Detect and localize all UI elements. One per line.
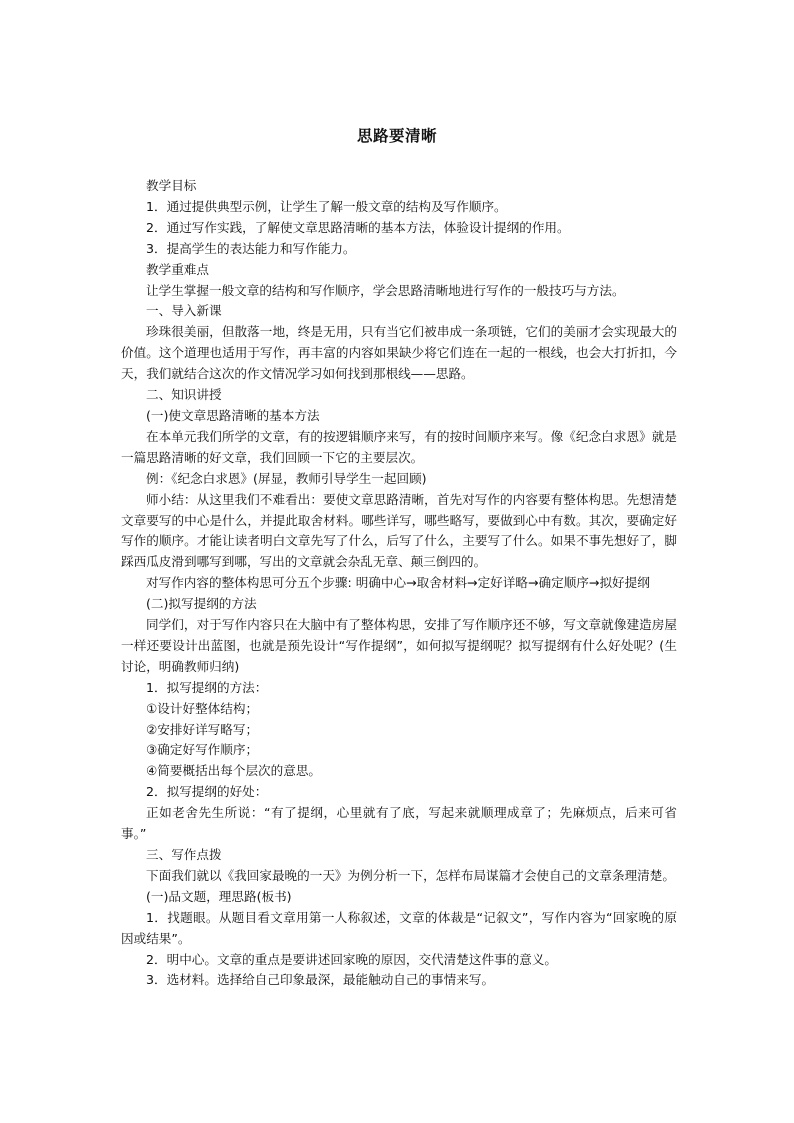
paragraph: 同学们，对于写作内容只在大脑中有了整体构思，安排了写作顺序还不够，写文章就像建造房屋一样还要设计出蓝图，也就是预先设计“写作提纲”，如何拟写提纲呢？拟写提纲有什么好处呢？(生讨论，明确教师归纳) [121,617,677,674]
list-item: ②安排好详写略写； [146,721,259,737]
objective-item: 2．通过写作实践，了解使文章思路清晰的基本方法，体验设计提纲的作用。 [146,219,570,235]
objective-item: 3．提高学生的表达能力和写作能力。 [146,240,356,256]
list-item: ④简要概括出每个层次的意思。 [146,763,322,779]
paragraph: 例：《纪念白求恩》(屏显，教师引导学生一起回顾) [146,470,427,486]
paragraph: 对写作内容的整体构思可分五个步骤: 明确中心→取舍材料→定好详略→确定顺序→拟好提纲 [146,575,650,591]
subsection-heading: (二)拟写提纲的方法 [146,596,257,612]
list-item: ③确定好写作顺序； [146,742,259,758]
list-heading: 2．拟写提纲的好处： [146,784,268,800]
paragraph: 在本单元我们所学的文章，有的按逻辑顺序来写，有的按时间顺序来写。像《纪念白求恩》就是一篇思路清晰的好文章，我们回顾一下它的主要层次。 [121,428,677,465]
paragraph: 师小结：从这里我们不难看出：要使文章思路清晰，首先对写作的内容要有整体构思。先想清楚文章要写的中心是什么，并提此取舍材料。哪些详写，哪些略写，要做到心中有数。其次，要确定好写作的顺序。才能让读者明白文章先写了什么，后写了什么，主要写了什么。如果不事先想好了，脚踩西瓜皮滑到哪写到哪，写出的文章就会杂乱无章、颠三倒四的。 [121,491,677,570]
objective-item: 1．通过提供典型示例，让学生了解一般文章的结构及写作顺序。 [146,198,507,214]
section-heading: 二、知识讲授 [146,387,222,403]
section-heading: 一、导入新课 [146,303,222,319]
paragraph: 2．明中心。文章的重点是要讲述回家晚的原因，交代清楚这件事的意义。 [146,951,558,967]
paragraph: 让学生掌握一般文章的结构和写作顺序，学会思路清晰地进行写作的一般技巧与方法。 [146,282,625,298]
paragraph: 下面我们就以《我回家最晚的一天》为例分析一下，怎样布局谋篇才会使自己的文章条理清楚。 [146,867,675,883]
subsection-heading: (一)品文题，理思路(板书) [146,888,292,904]
document-title: 思路要清晰 [356,127,437,145]
paragraph: 珍珠很美丽，但散落一地，终是无用，只有当它们被串成一条项链，它们的美丽才会实现最大的价值。这个道理也适用于写作，再丰富的内容如果缺少将它们连在一起的一根线，也会大打折扣，今天，我们就结合这次的作文情况学习如何找到那根线——思路。 [121,324,677,382]
list-item: ①设计好整体结构； [146,700,259,716]
section-heading: 三、写作点拨 [146,847,222,862]
section-heading-key-points: 教学重难点 [146,261,209,277]
section-heading-objectives: 教学目标 [146,178,197,193]
paragraph: 1．找题眼。从题目看文章用第一人称叙述，文章的体裁是“记叙文”，写作内容为“回家晚的原因或结果”。 [121,909,677,946]
list-heading: 1．拟写提纲的方法： [146,679,268,695]
document-body [121,176,677,991]
paragraph: 正如老舍先生所说：“有了提纲，心里就有了底，写起来就顺理成章了；先麻烦点，后来可省事。” [121,805,677,842]
paragraph: 3．选材料。选择给自己印象最深，最能触动自己的事情来写。 [146,972,495,988]
subsection-heading: (一)使文章思路清晰的基本方法 [146,407,320,423]
